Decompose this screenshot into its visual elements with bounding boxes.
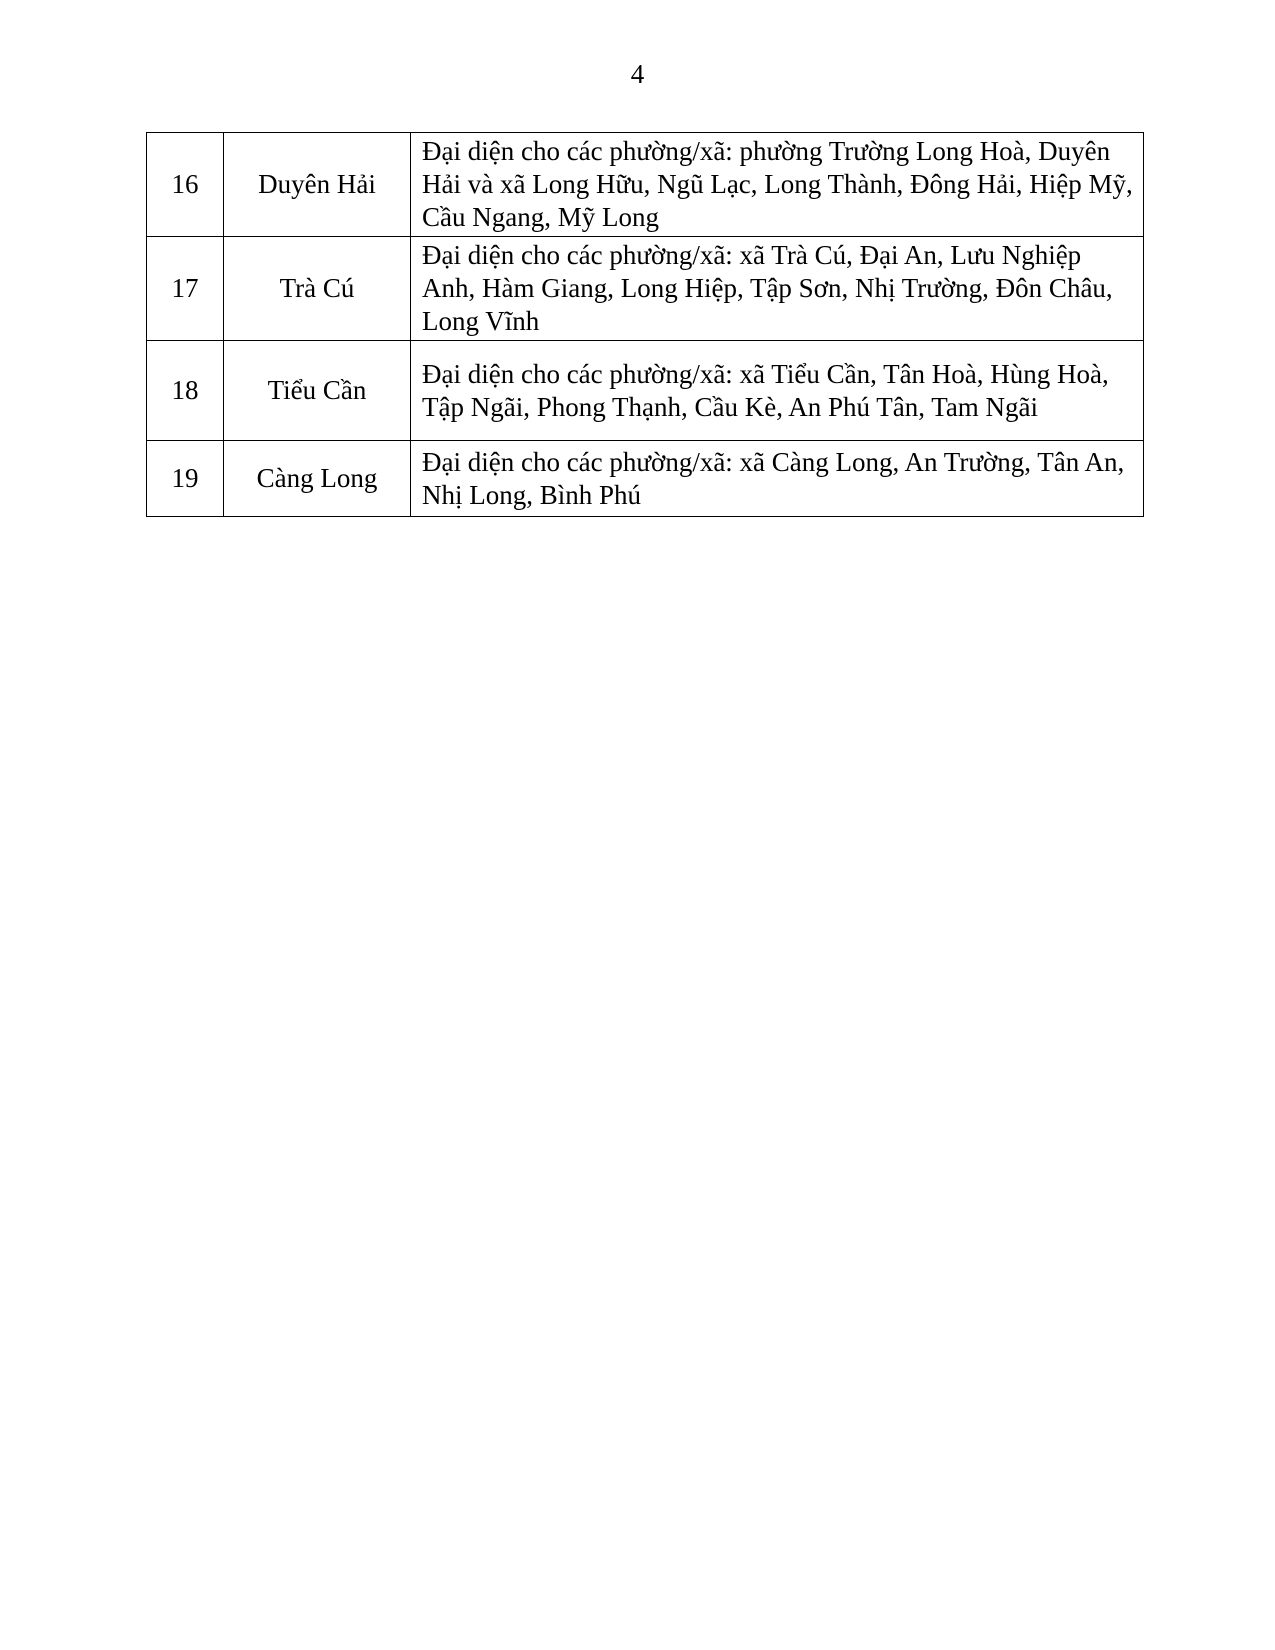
page-number: 4 (630, 59, 645, 89)
region-description: Đại diện cho các phường/xã: xã Tiểu Cần, Tân Hoà, Hùng Hoà, Tập Ngãi, Phong Thạnh, Cầu Kè, An Phú Tân, Tam Ngãi (411, 341, 1144, 441)
row-number: 19 (147, 441, 224, 517)
region-description: Đại diện cho các phường/xã: xã Trà Cú, Đại An, Lưu Nghiệp Anh, Hàm Giang, Long Hiệp, Tập Sơn, Nhị Trường, Đôn Châu, Long Vĩnh (411, 237, 1144, 341)
row-number: 17 (147, 237, 224, 341)
region-description: Đại diện cho các phường/xã: xã Càng Long, An Trường, Tân An, Nhị Long, Bình Phú (411, 441, 1144, 517)
region-name: Càng Long (224, 441, 411, 517)
region-name: Trà Cú (224, 237, 411, 341)
table-row (147, 341, 1144, 441)
region-name: Duyên Hải (224, 133, 411, 237)
region-description: Đại diện cho các phường/xã: phường Trường Long Hoà, Duyên Hải và xã Long Hữu, Ngũ Lạc, Long Thành, Đông Hải, Hiệp Mỹ, Cầu Ngang, Mỹ Long (411, 133, 1144, 237)
table-row (147, 133, 1144, 237)
region-name: Tiểu Cần (224, 341, 411, 441)
table-row (147, 237, 1144, 341)
region-table (146, 132, 1144, 517)
table-row (147, 441, 1144, 517)
row-number: 18 (147, 341, 224, 441)
row-number: 16 (147, 133, 224, 237)
